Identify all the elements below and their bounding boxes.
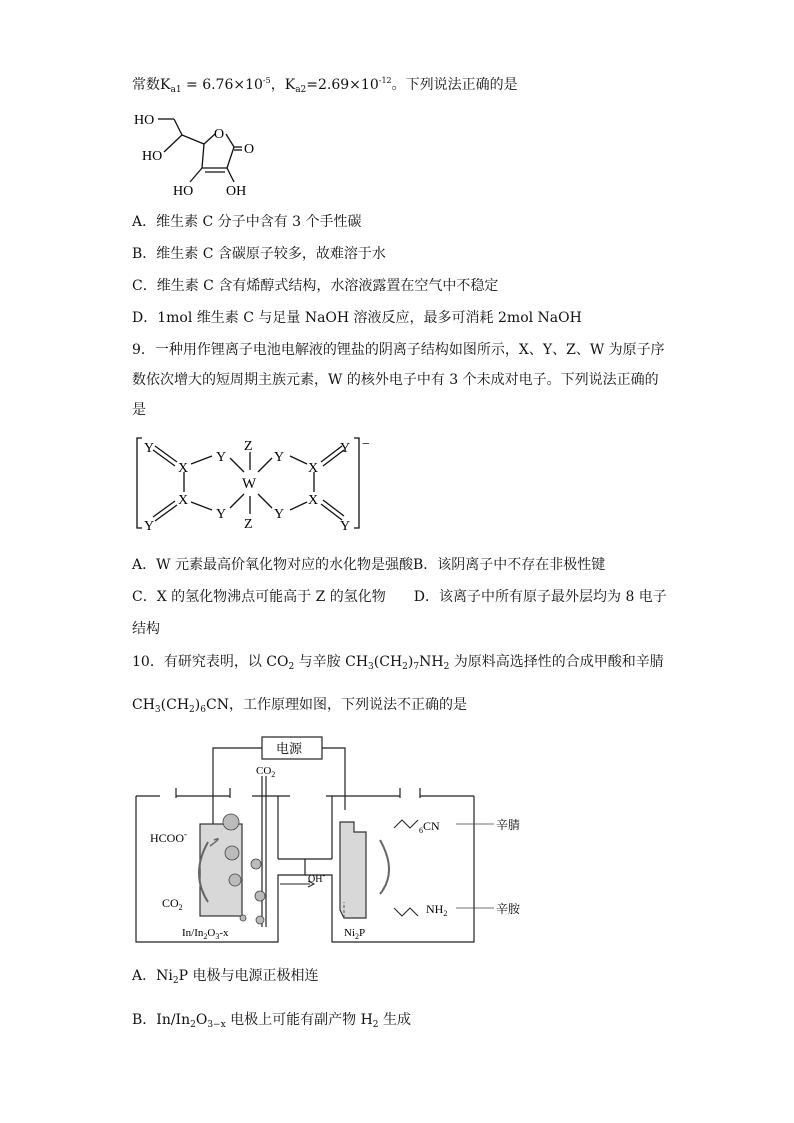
amine-formula <box>426 902 447 918</box>
q10-line2-a: CH <box>132 697 155 713</box>
anion-structure <box>132 432 382 536</box>
q10-option-b-sub2: 3−x <box>207 1020 226 1030</box>
co2-top-sub: 2 <box>271 770 276 779</box>
vc-atom-ring-o: O <box>214 127 225 142</box>
right-electrode-sub: 2 <box>355 932 359 941</box>
atom-z-top: Z <box>244 439 253 454</box>
q9-option-a: A．W 元素最高价氧化物对应的水化物是强酸 <box>132 557 413 573</box>
hcoo-text: HCOO <box>150 831 185 845</box>
q10-option-b-sub1: 2 <box>190 1020 196 1030</box>
q10-option-b-sub3: 2 <box>372 1020 379 1030</box>
ka2-exp: -12 <box>378 76 392 85</box>
q8-option-a: A．维生素 C 分子中含有 3 个手性碳 <box>132 214 362 230</box>
q10-line2-d: CN，工作原理如图，下列说法不正确的是 <box>205 697 467 713</box>
q10-option-b-2: O <box>195 1012 208 1028</box>
atom-y-top-left: Y <box>144 441 155 456</box>
q9-option-d-cont: 结构 <box>132 621 160 637</box>
q10-option-a-2: P 电极与电源正极相连 <box>178 968 319 984</box>
ka1-exp: -5 <box>262 76 271 85</box>
q10-stem-a-sub: 2 <box>288 662 295 672</box>
q9-stem-line3: 是 <box>132 402 146 418</box>
q9-stem-line1: 9．一种用作锂离子电池电解液的锂盐的阴离子结构如图所示，X、Y、Z、W 为原子序 <box>132 342 665 358</box>
q8-option-b: B．维生素 C 含碳原子较多，故难溶于水 <box>132 246 386 262</box>
q10-line2-c-sub: 6 <box>200 705 206 715</box>
q10-option-b-3: 电极上可能有副产物 H <box>225 1012 373 1028</box>
q10-stem-c-sub: 2 <box>402 662 408 672</box>
q10-option-a-1: A．Ni <box>132 968 173 984</box>
atom-y-lower-left-bridge: Y <box>216 507 227 522</box>
q10-option-b-1: B．In/In <box>132 1012 191 1028</box>
intro-suffix: 。下列说法正确的是 <box>391 77 518 93</box>
nitrile-name: 辛腈 <box>496 818 521 832</box>
vc-atom-carbonyl-o: O <box>244 142 255 157</box>
oh-text: OH <box>308 874 323 885</box>
q10-line2-b: (CH <box>160 697 190 713</box>
intro-sep: ，K <box>270 77 296 93</box>
power-source-label: 电源 <box>276 742 303 757</box>
q10-stem-d: ) <box>407 654 414 670</box>
left-electrode-sub1: 2 <box>203 932 208 941</box>
q10-stem-b: 与辛胺 CH <box>294 654 369 670</box>
q10-stem-e-sub: 2 <box>443 662 450 672</box>
q10-stem-a: 10．有研究表明，以 CO <box>132 654 289 670</box>
q8-option-c: C．维生素 C 含有烯醇式结构，水溶液露置在空气中不稳定 <box>132 278 499 294</box>
in2o3-electrode <box>200 824 242 916</box>
left-electrode-label <box>182 927 229 941</box>
left-electrode-sub2: 3 <box>215 932 220 941</box>
acid-constants-line <box>132 71 518 100</box>
q10-option-a-sub: 2 <box>172 976 179 986</box>
atom-x-upper-right: X <box>308 461 319 476</box>
q9-option-b: B．该阴离子中不存在非极性键 <box>412 557 606 573</box>
right-electrode-b: P <box>359 927 366 939</box>
q9-options-cd <box>132 587 667 607</box>
q10-stem-f: 为原料高选择性的合成甲酸和辛腈 <box>449 654 664 670</box>
anion-charge: − <box>362 437 370 452</box>
co2-top-text: CO <box>256 765 272 777</box>
atom-x-lower-right: X <box>308 493 319 508</box>
co2-left-sub: 2 <box>178 903 183 912</box>
q9-options-ab <box>132 555 605 575</box>
ka1-sub: a1 <box>170 85 182 95</box>
q10-stem-b-sub: 3 <box>368 662 374 672</box>
co2-top-label <box>256 765 275 779</box>
left-electrode-c: -x <box>219 927 229 939</box>
nitrile-sub: 6 <box>419 826 423 835</box>
co2-left-label <box>162 896 183 912</box>
ni2p-electrode <box>340 822 366 918</box>
hcoo-sup: - <box>184 829 188 839</box>
q10-stem-c: (CH <box>373 654 403 670</box>
ka2-value: =2.69×10 <box>306 77 379 93</box>
q10-line2-c: ) <box>194 697 201 713</box>
ka2-sub: a2 <box>295 85 307 95</box>
atom-z-bottom: Z <box>244 517 253 532</box>
nitrile-text: CN <box>423 819 440 833</box>
vc-atom-ho-mid: HO <box>142 149 163 164</box>
atom-y-lower-right-bridge: Y <box>274 507 285 522</box>
atom-w-center: W <box>242 476 257 492</box>
q8-option-d: D．1mol 维生素 C 与足量 NaOH 溶液反应，最多可消耗 2mol NaOH <box>132 310 582 326</box>
right-electrode-label <box>344 927 365 941</box>
q10-stem-e: NH <box>419 654 444 670</box>
q10-option-a <box>132 966 318 991</box>
atom-x-lower-left: X <box>178 493 189 508</box>
q10-option-b <box>132 1010 411 1035</box>
electrolysis-diagram <box>130 732 550 947</box>
nitrile-formula <box>419 819 440 835</box>
q10-line2-b-sub: 2 <box>189 705 195 715</box>
left-electrode-a: In/In <box>182 927 204 939</box>
left-electrode-b: O <box>207 927 216 939</box>
oh-sup: - <box>322 871 326 880</box>
vc-atom-oh-bottom-right: OH <box>226 184 247 199</box>
atom-y-upper-right-bridge: Y <box>274 450 285 465</box>
amine-text: NH <box>426 902 444 916</box>
co2-left-text: CO <box>162 896 179 910</box>
atom-y-top-right: Y <box>340 441 351 456</box>
q10-stem-line1 <box>132 652 664 677</box>
q10-stem-d-sub: 7 <box>413 662 420 672</box>
atom-y-bottom-left: Y <box>144 519 155 534</box>
q10-option-b-4: 生成 <box>378 1012 411 1028</box>
intro-prefix: 常数K <box>132 77 171 93</box>
hcoo-label <box>150 829 187 845</box>
q9-option-c: C．X 的氢化物沸点可能高于 Z 的氢化物 <box>132 589 386 605</box>
q9-option-d: D．该离子中所有原子最外层均为 8 电子 <box>413 589 667 605</box>
vitamin-c-structure <box>128 100 268 202</box>
vc-atom-ho-bottom-left: HO <box>173 184 194 199</box>
atom-y-bottom-right: Y <box>340 519 351 534</box>
ka1-value: = 6.76×10 <box>181 77 263 93</box>
amine-sub: 2 <box>443 909 448 918</box>
amine-name: 辛胺 <box>496 902 521 916</box>
atom-y-upper-left-bridge: Y <box>216 450 227 465</box>
right-electrode-a: Ni <box>344 927 355 939</box>
atom-x-upper-left: X <box>178 461 189 476</box>
q9-stem-line2: 数依次增大的短周期主族元素，W 的核外电子中有 3 个未成对电子。下列说法正确的 <box>132 372 659 388</box>
q10-line2-a-sub: 3 <box>154 705 161 715</box>
q10-stem-line2 <box>132 695 467 720</box>
oh-label <box>308 871 325 885</box>
vc-atom-ho-top: HO <box>134 113 155 128</box>
